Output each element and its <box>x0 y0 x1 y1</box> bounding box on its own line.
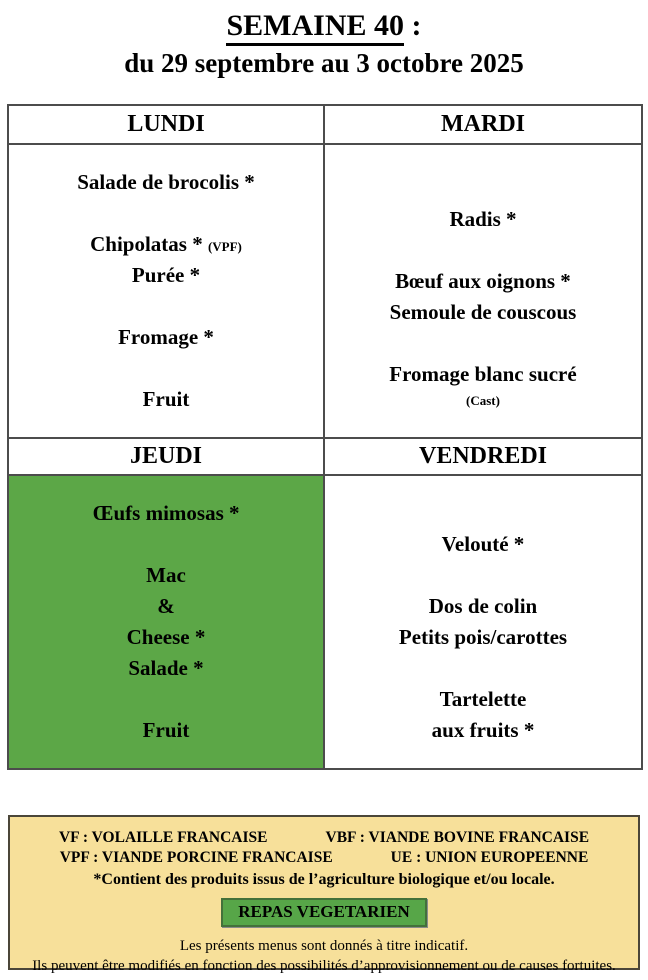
menu-item-text: & <box>157 594 175 618</box>
menu-item-text: Radis * <box>449 206 517 231</box>
vegetarian-badge: REPAS VEGETARIEN <box>221 898 426 927</box>
day-header-lundi: LUNDI <box>9 106 325 145</box>
menu-line <box>325 266 641 297</box>
menu-line <box>325 622 641 653</box>
menu-line <box>9 591 323 622</box>
day-header-jeudi: JEUDI <box>9 439 325 476</box>
menu-line <box>9 653 323 684</box>
menu-line <box>9 291 323 322</box>
menu-line <box>325 235 641 266</box>
menu-line <box>9 560 323 591</box>
menu-line <box>325 653 641 684</box>
menu-line <box>9 167 323 198</box>
menu-item-text: Salade * <box>128 656 204 680</box>
menu-item-text: Fruit <box>142 387 190 411</box>
disclaimer-notes <box>10 936 638 976</box>
disclaimer-line-2: Ils peuvent être modifiés en fonction des possibilités d’approvisionnement ou de causes fortuites. <box>32 958 616 974</box>
menu-line <box>325 560 641 591</box>
menu-line <box>325 529 641 560</box>
menu-line <box>9 684 323 715</box>
menu-line <box>325 359 641 390</box>
menu-item-text: Salade de brocolis * <box>77 170 255 194</box>
menu-line <box>325 328 641 359</box>
menu-item-text: Petits pois/carottes <box>398 625 568 649</box>
day-cell-jeudi <box>9 476 325 768</box>
menu-item-text: Cheese * <box>126 625 206 649</box>
menu-line <box>9 353 323 384</box>
menu-line <box>9 529 323 560</box>
menu-item-text: Fromage * <box>118 325 214 349</box>
day-header-vendredi: VENDREDI <box>325 439 641 476</box>
menu-item-annotation: (Cast) <box>466 392 500 408</box>
day-cell-lundi <box>9 145 325 439</box>
disclaimer-line-1: Les présents menus sont donnés à titre indicatif. <box>179 938 469 954</box>
day-cell-vendredi <box>325 476 641 768</box>
menu-item-text: Œufs mimosas * <box>92 501 240 525</box>
legend-row-2 <box>10 848 638 868</box>
legend-ue: UE : UNION EUROPEENNE <box>390 849 589 866</box>
menu-line <box>325 173 641 204</box>
menu-item-text: Purée * <box>131 263 201 287</box>
menu-line <box>9 498 323 529</box>
menu-line <box>9 622 323 653</box>
menu-line <box>9 229 323 260</box>
menu-line <box>9 260 323 291</box>
menu-line <box>325 297 641 328</box>
menu-line <box>325 684 641 715</box>
menu-line <box>9 715 323 746</box>
menu-line <box>325 204 641 235</box>
menu-item-text: Bœuf aux oignons * <box>395 268 571 293</box>
legend-vpf: VPF : VIANDE PORCINE FRANCAISE <box>59 849 333 866</box>
week-title-colon: : <box>404 9 422 42</box>
day-header-mardi: MARDI <box>325 106 641 145</box>
menu-item-text: Fromage blanc sucré <box>389 361 577 386</box>
menu-item-text: Velouté * <box>441 532 525 556</box>
legend-row-1 <box>10 828 638 848</box>
weekly-menu-table <box>7 104 643 770</box>
menu-line <box>325 498 641 529</box>
day-cell-mardi <box>325 145 641 439</box>
menu-line <box>325 591 641 622</box>
menu-line <box>9 384 323 415</box>
menu-item-annotation: (VPF) <box>207 239 242 254</box>
legend-vbf: VBF : VIANDE BOVINE FRANCAISE <box>325 829 590 846</box>
week-number: SEMAINE 40 <box>226 9 404 46</box>
menu-line <box>325 715 641 746</box>
menu-item-text: Chipolatas * <box>90 232 208 256</box>
bio-note: *Contient des produits issus de l’agriculture biologique et/ou locale. <box>93 871 555 888</box>
week-title <box>0 7 648 45</box>
legend-box <box>8 815 640 974</box>
legend-vf: VF : VOLAILLE FRANCAISE <box>58 829 268 846</box>
menu-item-text: Tartelette <box>439 687 527 711</box>
menu-item-text: Fruit <box>142 718 190 742</box>
menu-line <box>325 390 641 410</box>
menu-item-text: aux fruits * <box>431 718 535 742</box>
menu-line <box>9 198 323 229</box>
menu-line <box>9 322 323 353</box>
menu-item-text: Semoule de couscous <box>389 299 577 324</box>
menu-item-text: Dos de colin <box>428 594 538 618</box>
page-title <box>0 0 648 81</box>
date-range: du 29 septembre au 3 octobre 2025 <box>124 48 524 78</box>
menu-item-text: Mac <box>146 563 186 587</box>
